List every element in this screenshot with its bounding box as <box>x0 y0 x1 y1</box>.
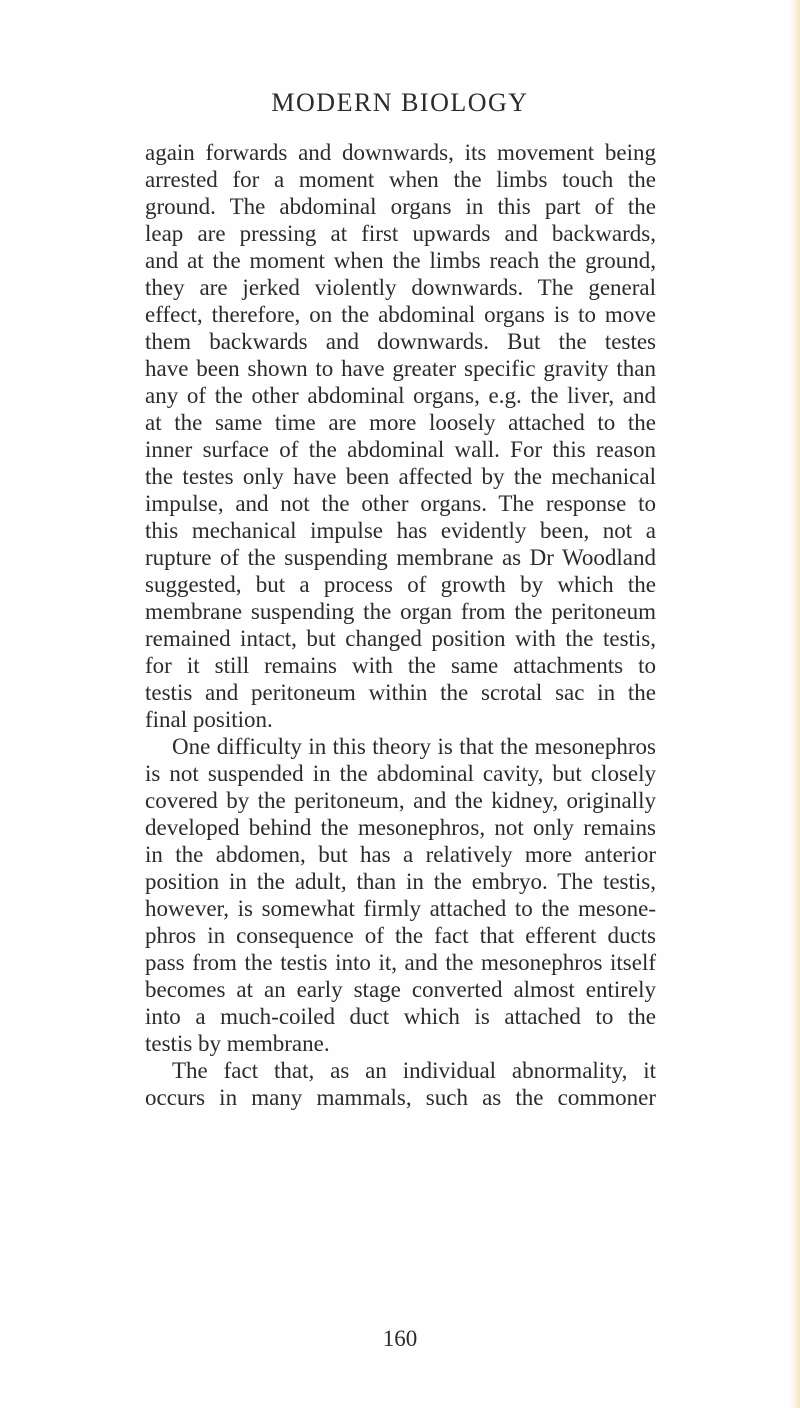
text-line: developed behind the mesonephros, not only remains <box>145 815 656 840</box>
text-line: this mechanical impulse has evidently been, not a <box>145 518 656 543</box>
text-line: at the same time are more loosely attached to the <box>145 410 656 435</box>
text-line: however, is somewhat firmly attached to the mesone- <box>145 896 656 921</box>
text-line: rupture of the suspending membrane as Dr Woodland <box>145 545 656 570</box>
text-line: into a much-coiled duct which is attached to the <box>145 1004 656 1029</box>
text-line: any of the other abdominal organs, e.g. the liver, and <box>145 383 656 408</box>
text-line: the testes only have been affected by the mechanical <box>145 464 656 489</box>
page-number: 160 <box>382 1326 418 1351</box>
text-line: inner surface of the abdominal wall. For this reason <box>145 437 656 462</box>
text-line: covered by the peritoneum, and the kidney, originally <box>145 788 656 813</box>
text-line: is not suspended in the abdominal cavity, but closely <box>145 761 656 786</box>
text-line: for it still remains with the same attachments to <box>145 653 656 678</box>
text-line: them backwards and downwards. But the testes <box>145 329 656 354</box>
text-line: and at the moment when the limbs reach the ground, <box>145 248 656 273</box>
text-line: suggested, but a process of growth by which the <box>145 572 656 597</box>
text-line: ground. The abdominal organs in this part of the <box>145 194 656 219</box>
text-line: again forwards and downwards, its movement being <box>145 140 656 165</box>
text-line: they are jerked violently downwards. The general <box>145 275 656 300</box>
text-line: phros in consequence of the fact that efferent ducts <box>145 923 656 948</box>
text-line: One difficulty in this theory is that the mesonephros <box>172 734 656 759</box>
text-line: becomes at an early stage converted almost entirely <box>145 977 656 1002</box>
text-line: testis by membrane. <box>145 1031 330 1056</box>
text-line: membrane suspending the organ from the peritoneum <box>145 599 656 624</box>
text-line: have been shown to have greater specific gravity than <box>145 356 656 381</box>
text-line: impulse, and not the other organs. The response to <box>145 491 656 516</box>
text-line: in the abdomen, but has a relatively more anterior <box>145 842 656 867</box>
text-line: arrested for a moment when the limbs touch the <box>145 167 656 192</box>
text-line: occurs in many mammals, such as the commoner <box>145 1085 656 1110</box>
text-line: leap are pressing at first upwards and backwards, <box>145 221 656 246</box>
page-edge-shadow <box>790 0 800 1408</box>
text-line: final position. <box>145 707 273 732</box>
text-line: effect, therefore, on the abdominal organs is to move <box>145 302 656 327</box>
text-line: remained intact, but changed position with the testis, <box>145 626 656 651</box>
running-head: MODERN BIOLOGY <box>271 88 529 117</box>
text-line: testis and peritoneum within the scrotal sac in the <box>145 680 656 705</box>
text-line: The fact that, as an individual abnormality, it <box>172 1058 656 1083</box>
text-line: pass from the testis into it, and the mesonephros itself <box>145 950 656 975</box>
text-line: position in the adult, than in the embryo. The testis, <box>145 869 656 894</box>
